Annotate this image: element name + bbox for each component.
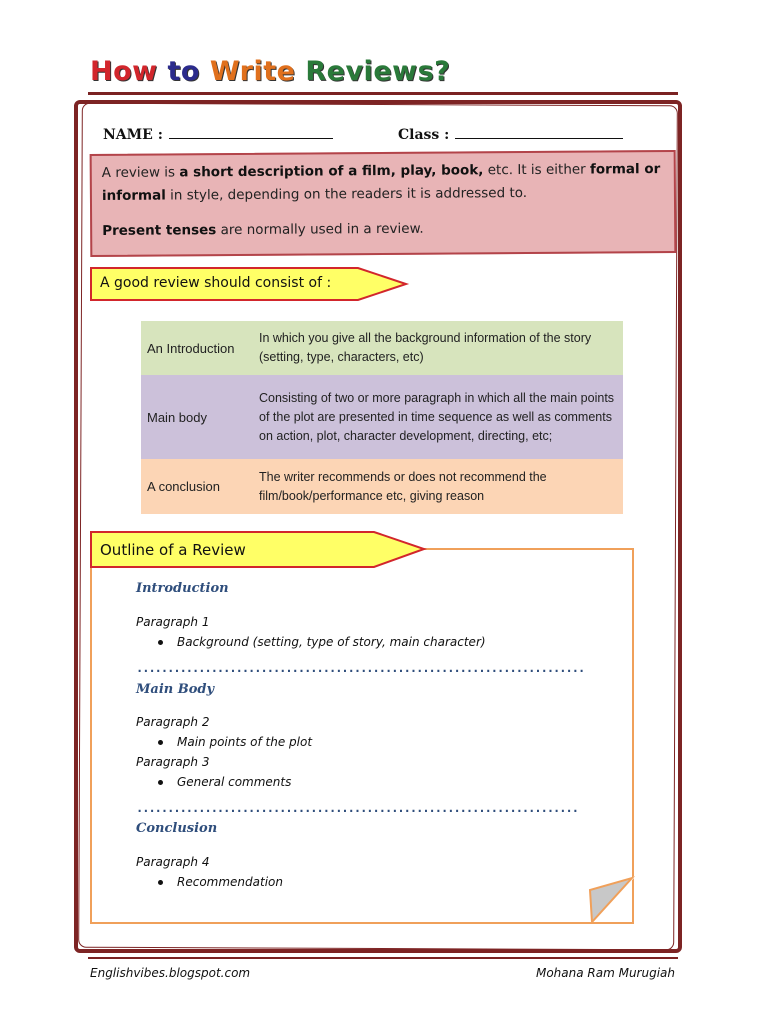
table-key-main-body: Main body: [147, 409, 207, 425]
outline-bullet-1: [158, 635, 486, 649]
outline-introduction-heading: Introduction: [136, 581, 229, 596]
footer-author: Mohana Ram Murugiah: [535, 966, 675, 980]
good-review-banner: [90, 267, 410, 301]
dotted-separator: .......................................................................: [136, 801, 578, 815]
outline-bullet-4: [158, 875, 283, 889]
outline-banner: [90, 531, 430, 565]
outline-bullet-2: [158, 735, 312, 749]
definition-text-mid: etc. It is either: [483, 161, 591, 179]
footer-website: Englishvibes.blogspot.com: [90, 966, 251, 980]
table-row: [141, 321, 623, 375]
class-label: Class :: [398, 127, 450, 143]
dotted-separator: ........................................................................: [136, 661, 585, 675]
outline-bullet-2-text: Main points of the plot: [177, 735, 313, 749]
outline-bullet-4-text: Recommendation: [177, 875, 283, 889]
tense-text-bold: Present tenses: [102, 222, 217, 239]
name-field[interactable]: [103, 126, 333, 143]
definition-text-bold2: formal or informal: [101, 161, 661, 204]
table-key-conclusion: A conclusion: [147, 479, 220, 494]
outline-paragraph-3: Paragraph 3: [136, 755, 210, 769]
bullet-dot: [158, 640, 163, 645]
title-part-to: to: [167, 56, 210, 87]
title-part-how: How: [90, 56, 168, 87]
review-definition-box: [90, 150, 677, 257]
table-row: [141, 375, 623, 459]
tense-text-post: are normally used in a review.: [216, 220, 424, 239]
outline-bullet-1-text: Background (setting, type of story, main character): [177, 635, 486, 649]
outline-conclusion-heading: Conclusion: [136, 821, 218, 836]
tense-text: [102, 216, 664, 243]
page-title: [90, 56, 450, 87]
outline-paragraph-2: Paragraph 2: [136, 715, 210, 729]
definition-text-post: in style, depending on the readers it is addressed to.: [165, 184, 528, 204]
good-review-banner-text: A good review should consist of :: [100, 275, 332, 291]
outline-paragraph-4: Paragraph 4: [136, 855, 210, 869]
review-structure-table: [141, 321, 623, 514]
footer-divider: [88, 957, 678, 959]
table-key-introduction: An Introduction: [147, 340, 235, 356]
definition-text-bold: a short description of a film, play, book,: [179, 162, 484, 181]
name-label: NAME :: [103, 127, 163, 143]
class-field[interactable]: [398, 126, 623, 143]
class-blank-line[interactable]: [455, 126, 623, 139]
name-blank-line[interactable]: [169, 126, 333, 139]
definition-text: [102, 158, 664, 208]
title-part-write: Write: [209, 56, 306, 87]
definition-text-pre: A review is: [101, 164, 180, 181]
table-value-conclusion: The writer recommends or does not recommend the film/book/performance etc, giving reason: [259, 469, 547, 503]
outline-banner-text: Outline of a Review: [100, 541, 246, 559]
outline-bullet-3-text: General comments: [177, 775, 292, 789]
page-curl-corner: [588, 876, 636, 924]
bullet-dot: [158, 740, 163, 745]
table-value-main-body: Consisting of two or more paragraph in which all the main points of the plot are presented in time sequence as well as comments on action, plot, character development, directing, etc;: [259, 390, 615, 443]
title-part-reviews: Reviews?: [305, 56, 451, 87]
outline-paragraph-1: Paragraph 1: [136, 615, 210, 629]
bullet-dot: [158, 780, 163, 785]
table-row: [141, 459, 623, 514]
bullet-dot: [158, 880, 163, 885]
table-value-introduction: In which you give all the background information of the story (setting, type, characters, etc): [259, 331, 592, 364]
outline-main-body-heading: Main Body: [136, 682, 215, 697]
title-divider: [88, 92, 678, 95]
outline-bullet-3: [158, 775, 291, 789]
